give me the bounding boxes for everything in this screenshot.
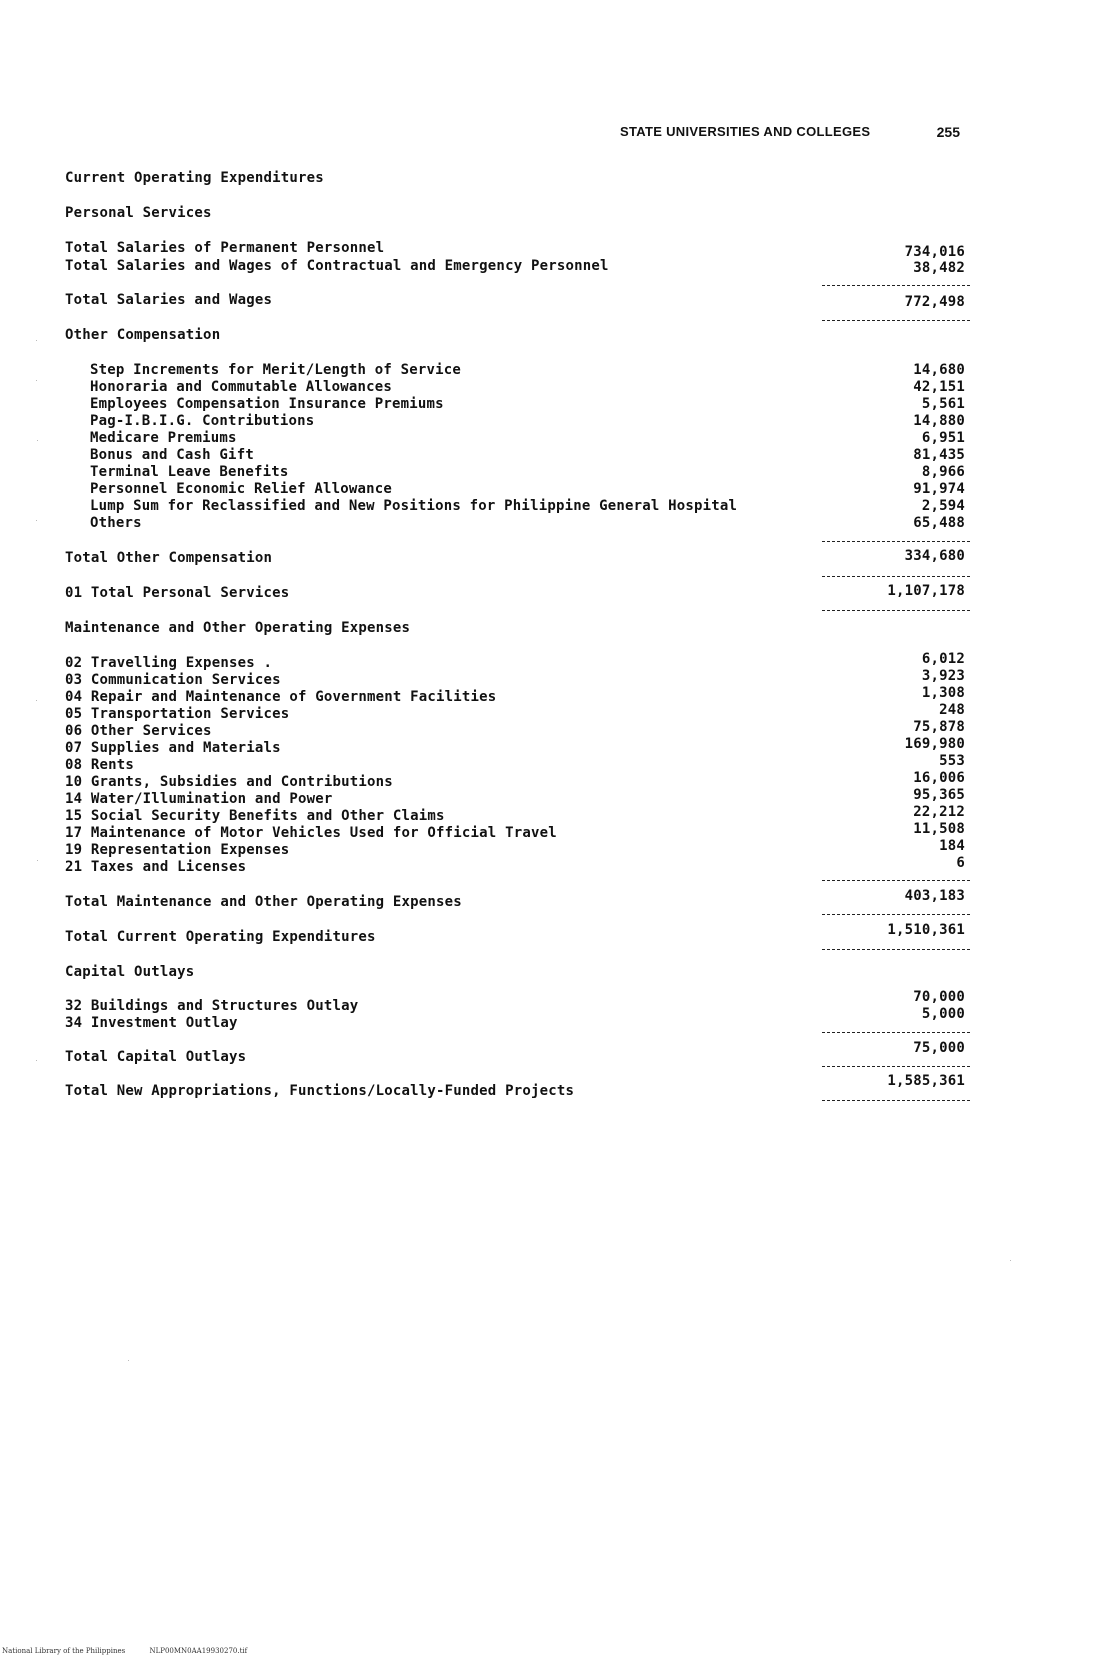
table-row xyxy=(65,787,965,809)
total-row xyxy=(65,585,965,603)
total-label: Total New Appropriations, Functions/Locally-Funded Projects xyxy=(65,1083,575,1099)
dashed-rule xyxy=(822,610,970,611)
table-row xyxy=(65,821,965,843)
total-label: Total Other Compensation xyxy=(65,550,273,566)
table-row xyxy=(65,498,965,516)
total-label: Total Current Operating Expenditures xyxy=(65,929,376,945)
row-value: 1,308 xyxy=(921,685,965,701)
table-row xyxy=(65,464,965,482)
row-value: 70,000 xyxy=(913,989,965,1005)
row-value: 8,966 xyxy=(921,464,965,480)
dashed-rule xyxy=(822,285,970,286)
scan-speck xyxy=(36,520,37,521)
row-label: 05 Transportation Services xyxy=(65,706,290,722)
row-value: 14,680 xyxy=(913,362,965,378)
total-value: 403,183 xyxy=(904,888,965,904)
row-label: Employees Compensation Insurance Premiums xyxy=(90,396,444,412)
total-label: Total Maintenance and Other Operating Expenses xyxy=(65,894,462,910)
library-credit: National Library of the Philippines xyxy=(2,1647,126,1655)
row-value: 5,561 xyxy=(921,396,965,412)
total-row xyxy=(65,922,965,947)
section-title: STATE UNIVERSITIES AND COLLEGES xyxy=(620,124,871,139)
table-row xyxy=(65,396,965,414)
heading-mooe: Maintenance and Other Operating Expenses xyxy=(65,620,411,636)
scan-speck xyxy=(1010,1260,1011,1261)
table-row xyxy=(65,413,965,431)
row-value: 95,365 xyxy=(913,787,965,803)
total-label: 01 Total Personal Services xyxy=(65,585,290,601)
row-label: Step Increments for Merit/Length of Service xyxy=(90,362,462,378)
total-row xyxy=(65,888,965,912)
heading-personal-services: Personal Services xyxy=(65,205,212,221)
dashed-rule xyxy=(822,914,970,915)
table-row xyxy=(65,838,965,860)
scan-footer xyxy=(2,1647,269,1655)
scan-speck xyxy=(37,440,38,441)
row-value: 91,974 xyxy=(913,481,965,497)
total-label: Total Capital Outlays xyxy=(65,1049,247,1065)
table-row xyxy=(65,753,965,775)
row-label: Medicare Premiums xyxy=(90,430,237,446)
total-value: 75,000 xyxy=(913,1040,965,1056)
table-row xyxy=(65,770,965,792)
row-value: 11,508 xyxy=(913,821,965,837)
total-label: Total Salaries and Wages xyxy=(65,292,273,308)
row-label: 19 Representation Expenses xyxy=(65,842,290,858)
row-label: 14 Water/Illumination and Power xyxy=(65,791,333,807)
heading-other-compensation: Other Compensation xyxy=(65,327,221,343)
total-value: 334,680 xyxy=(904,548,965,564)
table-row xyxy=(65,258,965,276)
table-row xyxy=(65,855,965,877)
table-row xyxy=(65,668,965,690)
row-label: 02 Travelling Expenses . xyxy=(65,655,273,671)
dashed-rule xyxy=(822,541,970,542)
table-row xyxy=(65,702,965,724)
scan-speck xyxy=(128,1360,129,1361)
row-label: 17 Maintenance of Motor Vehicles Used for Official Travel xyxy=(65,825,557,841)
row-value: 5,000 xyxy=(921,1006,965,1022)
row-label: Total Salaries of Permanent Personnel xyxy=(65,240,385,256)
total-row xyxy=(65,1040,965,1067)
table-row xyxy=(65,736,965,758)
row-value: 2,594 xyxy=(921,498,965,514)
row-label: 21 Taxes and Licenses xyxy=(65,859,247,875)
row-label: 10 Grants, Subsidies and Contributions xyxy=(65,774,393,790)
scan-speck xyxy=(36,340,37,341)
table-row xyxy=(65,719,965,741)
table-row xyxy=(65,651,965,673)
row-label: Bonus and Cash Gift xyxy=(90,447,254,463)
row-label: Terminal Leave Benefits xyxy=(90,464,289,480)
dashed-rule xyxy=(822,320,970,321)
table-row xyxy=(65,240,965,258)
row-label: Lump Sum for Reclassified and New Positions for Philippine General Hospital xyxy=(90,498,738,514)
row-label: 15 Social Security Benefits and Other Claims xyxy=(65,808,445,824)
dashed-rule xyxy=(822,1032,970,1033)
row-label: Personnel Economic Relief Allowance xyxy=(90,481,393,497)
scan-speck xyxy=(36,700,37,701)
row-value: 3,923 xyxy=(921,668,965,684)
dashed-rule xyxy=(822,576,970,577)
row-value: 6,951 xyxy=(921,430,965,446)
dashed-rule xyxy=(822,880,970,881)
table-row xyxy=(65,804,965,826)
total-value: 1,585,361 xyxy=(887,1073,965,1089)
total-value: 772,498 xyxy=(904,294,965,310)
table-row xyxy=(65,685,965,707)
row-value: 81,435 xyxy=(913,447,965,463)
total-value: 1,107,178 xyxy=(887,583,965,599)
dashed-rule xyxy=(822,1066,970,1067)
table-row xyxy=(65,447,965,465)
row-label: 32 Buildings and Structures Outlay xyxy=(65,998,359,1014)
row-value: 75,878 xyxy=(913,719,965,735)
row-value: 6 xyxy=(956,855,965,871)
row-value: 65,488 xyxy=(913,515,965,531)
row-label: Pag-I.B.I.G. Contributions xyxy=(90,413,315,429)
table-row xyxy=(65,362,965,380)
total-row xyxy=(65,1073,965,1101)
row-value: 248 xyxy=(939,702,965,718)
heading-current-operating: Current Operating Expenditures xyxy=(65,170,324,186)
table-row xyxy=(65,989,965,1016)
table-row xyxy=(65,379,965,397)
dashed-rule xyxy=(822,949,970,950)
row-value: 169,980 xyxy=(904,736,965,752)
row-value: 38,482 xyxy=(913,260,965,276)
heading-capital-outlays: Capital Outlays xyxy=(65,964,195,980)
row-value: 16,006 xyxy=(913,770,965,786)
row-value: 14,880 xyxy=(913,413,965,429)
row-value: 553 xyxy=(939,753,965,769)
row-label: Total Salaries and Wages of Contractual and Emergency Personnel xyxy=(65,258,609,274)
total-value: 1,510,361 xyxy=(887,922,965,938)
row-value: 184 xyxy=(939,838,965,854)
scan-speck xyxy=(36,380,37,381)
row-label: 08 Rents xyxy=(65,757,135,773)
row-value: 22,212 xyxy=(913,804,965,820)
row-label: 34 Investment Outlay xyxy=(65,1015,238,1031)
scan-speck xyxy=(36,1060,37,1061)
row-label: 06 Other Services xyxy=(65,723,212,739)
row-value: 734,016 xyxy=(904,244,965,260)
row-label: Honoraria and Commutable Allowances xyxy=(90,379,393,395)
row-label: 07 Supplies and Materials xyxy=(65,740,281,756)
row-label: 04 Repair and Maintenance of Government Facilities xyxy=(65,689,497,705)
dashed-rule xyxy=(822,1100,970,1101)
total-row xyxy=(65,292,965,310)
total-row xyxy=(65,550,965,568)
file-id: NLP00MN0AA19930270.tif xyxy=(149,1647,248,1655)
row-label: 03 Communication Services xyxy=(65,672,281,688)
row-label: Others xyxy=(90,515,142,531)
table-row xyxy=(65,481,965,499)
row-value: 42,151 xyxy=(913,379,965,395)
page-number: 255 xyxy=(936,124,960,140)
table-row xyxy=(65,515,965,533)
scan-speck xyxy=(37,860,38,861)
row-value: 6,012 xyxy=(921,651,965,667)
table-row xyxy=(65,430,965,448)
